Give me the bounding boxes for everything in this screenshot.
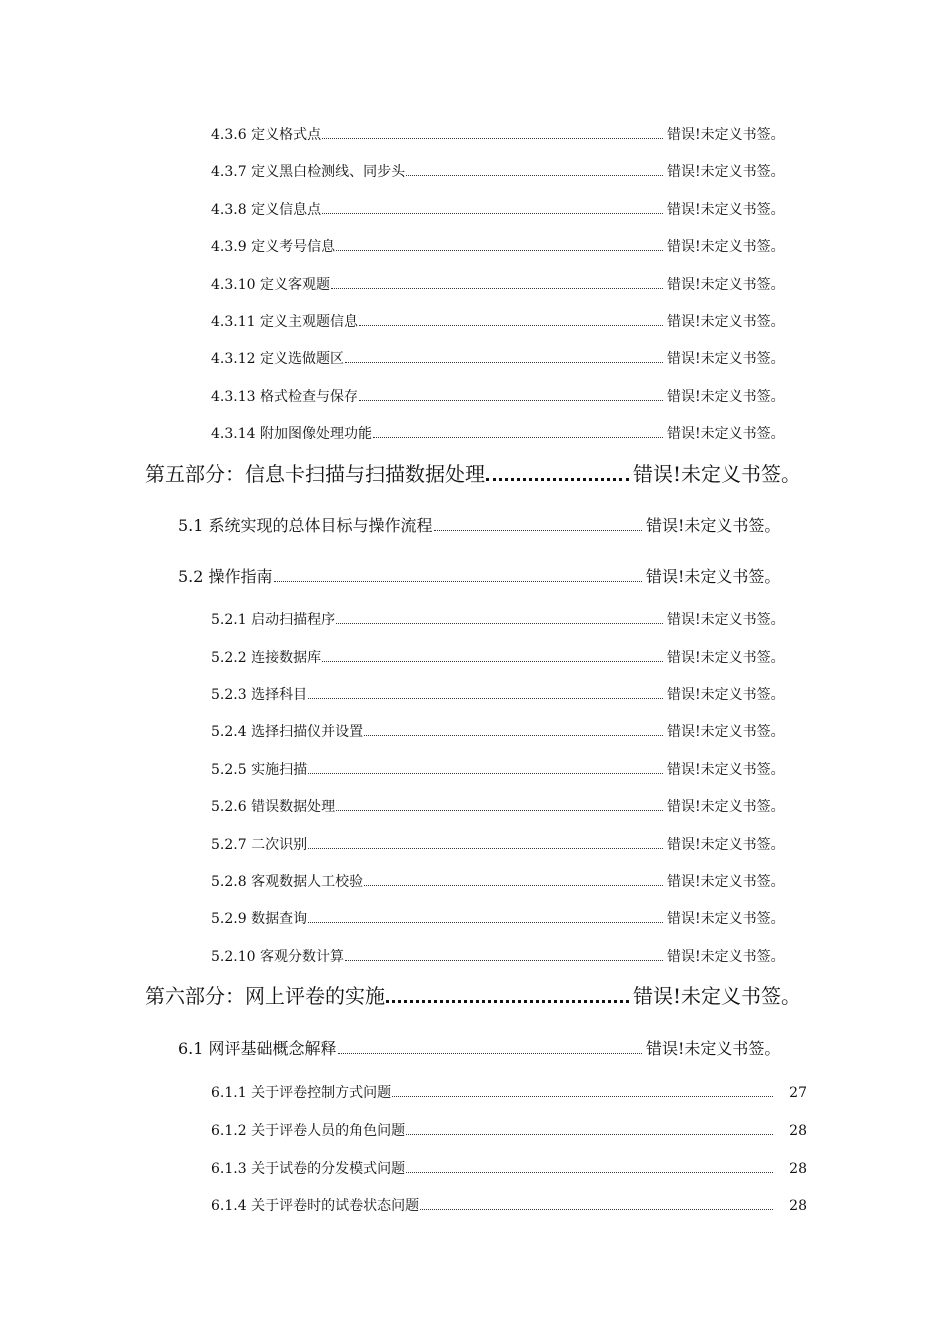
toc-entry-page: 错误!未定义书签。 <box>667 202 785 218</box>
toc-entry[interactable] <box>211 759 800 779</box>
toc-leader-dots <box>338 1053 642 1054</box>
toc-entry[interactable] <box>211 647 800 667</box>
toc-leader-dots <box>331 288 663 289</box>
toc-leader-dots <box>308 848 663 849</box>
toc-entry[interactable] <box>211 721 800 741</box>
toc-leader-dots <box>336 810 663 811</box>
toc-entry-title: 5.1 系统实现的总体目标与操作流程 <box>178 516 433 535</box>
toc-entry[interactable] <box>211 1158 807 1178</box>
toc-entry[interactable] <box>211 124 800 144</box>
toc-entry-page: 错误!未定义书签。 <box>667 762 785 778</box>
toc-entry[interactable] <box>211 274 800 294</box>
toc-entry-title: 第五部分：信息卡扫描与扫描数据处理 <box>145 462 485 486</box>
toc-entry-page: 错误!未定义书签。 <box>667 612 785 628</box>
toc-entry-page: 错误!未定义书签。 <box>667 351 785 367</box>
toc-entry-title: 4.3.14 附加图像处理功能 <box>211 426 372 442</box>
toc-entry-title: 5.2.6 错误数据处理 <box>211 799 336 815</box>
toc-leader-dots <box>308 922 663 923</box>
toc-entry[interactable] <box>178 1036 799 1059</box>
toc-entry[interactable] <box>145 980 801 1009</box>
toc-entry-page: 错误!未定义书签。 <box>667 911 785 927</box>
toc-leader-dots <box>345 362 663 363</box>
toc-entry-page: 错误!未定义书签。 <box>667 799 785 815</box>
toc-entry[interactable] <box>211 796 800 816</box>
toc-leader-dots <box>322 138 663 139</box>
toc-entry-title: 6.1.1 关于评卷控制方式问题 <box>211 1085 392 1101</box>
toc-entry-title: 4.3.9 定义考号信息 <box>211 239 336 255</box>
toc-leader-dots <box>359 400 663 401</box>
toc-entry-title: 4.3.11 定义主观题信息 <box>211 314 358 330</box>
toc-entry-page: 错误!未定义书签。 <box>667 874 785 890</box>
toc-entry-title: 5.2.2 连接数据库 <box>211 650 322 666</box>
toc-entry-page: 错误!未定义书签。 <box>667 127 785 143</box>
toc-entry-title: 5.2.7 二次识别 <box>211 837 308 853</box>
toc-leader-dots <box>359 325 663 326</box>
toc-leader-dots <box>392 1096 773 1097</box>
toc-entry-page: 错误!未定义书签。 <box>667 277 785 293</box>
toc-entry-title: 4.3.12 定义选做题区 <box>211 351 344 367</box>
toc-entry-title: 6.1 网评基础概念解释 <box>178 1039 337 1058</box>
toc-entry-title: 5.2.9 数据查询 <box>211 911 308 927</box>
toc-entry-title: 4.3.13 格式检查与保存 <box>211 389 358 405</box>
toc-entry[interactable] <box>211 161 800 181</box>
toc-leader-dots <box>420 1209 773 1210</box>
toc-entry-page: 错误!未定义书签。 <box>646 567 781 586</box>
toc-entry[interactable] <box>211 1120 807 1140</box>
toc-leader-dots <box>406 1172 773 1173</box>
toc-entry-title: 6.1.4 关于评卷时的试卷状态问题 <box>211 1198 420 1214</box>
toc-entry-title: 5.2.8 客观数据人工校验 <box>211 874 364 890</box>
toc-leader-dots <box>406 1134 773 1135</box>
toc-entry-page: 错误!未定义书签。 <box>667 239 785 255</box>
toc-entry-page: 错误!未定义书签。 <box>667 164 785 180</box>
toc-entry-page: 28 <box>789 1198 807 1214</box>
toc-entry[interactable] <box>211 199 800 219</box>
toc-entry[interactable] <box>145 458 801 487</box>
toc-leader-dots <box>322 213 663 214</box>
toc-entry-title: 4.3.10 定义客观题 <box>211 277 330 293</box>
toc-entry-page: 28 <box>789 1123 807 1139</box>
toc-entry[interactable] <box>211 423 800 443</box>
toc-leader-dots <box>434 530 642 531</box>
toc-entry-page: 错误!未定义书签。 <box>667 949 785 965</box>
toc-entry-title: 第六部分：网上评卷的实施 <box>145 984 385 1008</box>
toc-entry-title: 4.3.6 定义格式点 <box>211 127 322 143</box>
toc-leader-dots <box>486 478 629 481</box>
toc-entry-title: 4.3.8 定义信息点 <box>211 202 322 218</box>
toc-leader-dots <box>406 175 663 176</box>
toc-entry-title: 5.2.3 选择科目 <box>211 687 308 703</box>
toc-entry[interactable] <box>178 513 799 536</box>
toc-entry-page: 错误!未定义书签。 <box>667 724 785 740</box>
toc-entry[interactable] <box>211 311 800 331</box>
toc-entry-title: 5.2.4 选择扫描仪并设置 <box>211 724 364 740</box>
toc-entry-page: 错误!未定义书签。 <box>667 650 785 666</box>
toc-entry-title: 5.2.10 客观分数计算 <box>211 949 344 965</box>
toc-leader-dots <box>308 773 663 774</box>
toc-entry[interactable] <box>178 564 799 587</box>
toc-entry[interactable] <box>211 609 800 629</box>
toc-entry-page: 错误!未定义书签。 <box>646 516 781 535</box>
toc-entry[interactable] <box>211 871 800 891</box>
toc-entry-page: 27 <box>789 1085 807 1101</box>
toc-entry-page: 错误!未定义书签。 <box>646 1039 781 1058</box>
toc-entry[interactable] <box>211 1082 807 1102</box>
toc-entry-page: 错误!未定义书签。 <box>632 462 801 486</box>
toc-entry[interactable] <box>211 908 800 928</box>
toc-leader-dots <box>336 250 663 251</box>
toc-leader-dots <box>373 437 663 438</box>
toc-entry[interactable] <box>211 834 800 854</box>
toc-entry[interactable] <box>211 684 800 704</box>
toc-entry[interactable] <box>211 1195 807 1215</box>
toc-leader-dots <box>386 1000 629 1003</box>
toc-entry-title: 5.2.1 启动扫描程序 <box>211 612 336 628</box>
toc-entry-title: 5.2.5 实施扫描 <box>211 762 308 778</box>
toc-entry-page: 错误!未定义书签。 <box>667 426 785 442</box>
toc-leader-dots <box>308 698 663 699</box>
toc-leader-dots <box>364 735 663 736</box>
toc-leader-dots <box>345 960 663 961</box>
toc-leader-dots <box>336 623 663 624</box>
toc-leader-dots <box>364 885 663 886</box>
toc-entry[interactable] <box>211 348 800 368</box>
toc-entry-title: 4.3.7 定义黑白检测线、同步头 <box>211 164 406 180</box>
toc-entry[interactable] <box>211 946 800 966</box>
toc-entry[interactable] <box>211 386 800 406</box>
toc-entry-title: 6.1.2 关于评卷人员的角色问题 <box>211 1123 406 1139</box>
toc-entry-page: 错误!未定义书签。 <box>667 314 785 330</box>
toc-entry-page: 错误!未定义书签。 <box>632 984 801 1008</box>
toc-leader-dots <box>322 661 663 662</box>
toc-leader-dots <box>274 581 642 582</box>
toc-entry-title: 5.2 操作指南 <box>178 567 273 586</box>
toc-entry[interactable] <box>211 236 800 256</box>
toc-entry-page: 28 <box>789 1161 807 1177</box>
toc-entry-page: 错误!未定义书签。 <box>667 389 785 405</box>
toc-entry-title: 6.1.3 关于试卷的分发模式问题 <box>211 1161 406 1177</box>
toc-entry-page: 错误!未定义书签。 <box>667 837 785 853</box>
toc-entry-page: 错误!未定义书签。 <box>667 687 785 703</box>
